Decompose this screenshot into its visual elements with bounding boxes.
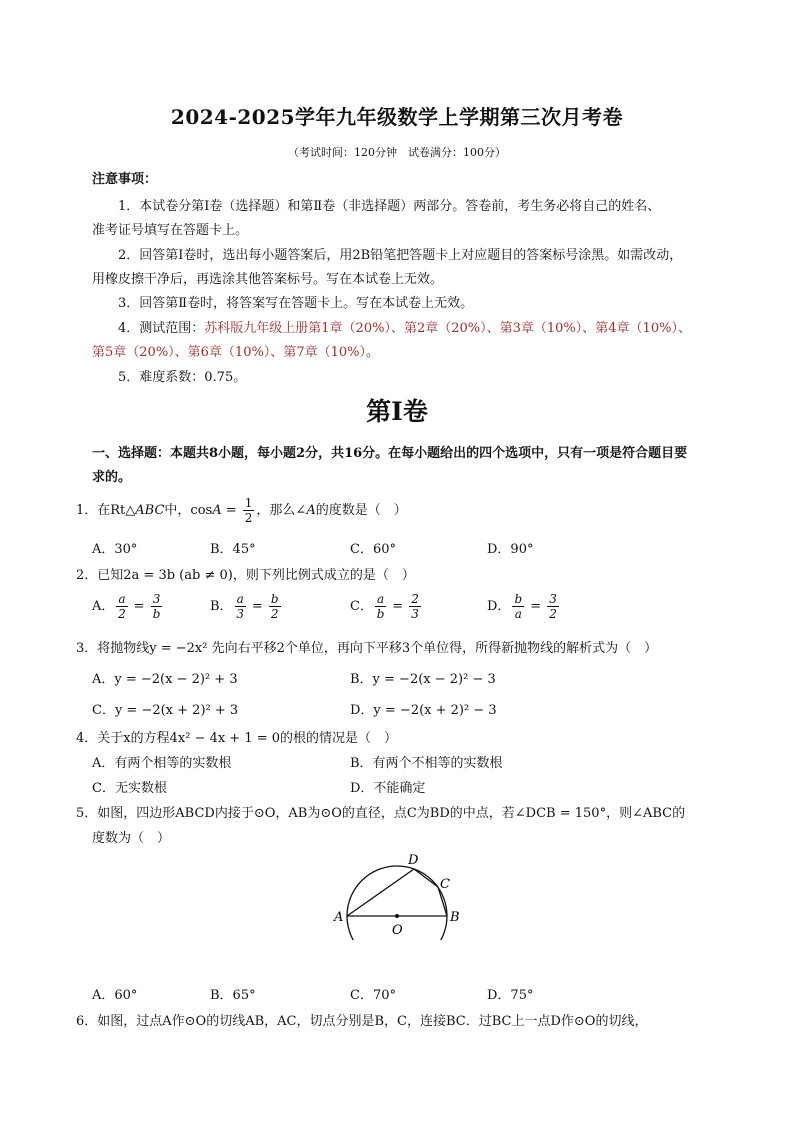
question-5-line-b: 度数为（ ） — [92, 831, 171, 846]
section-desc-b: 求的。 — [92, 470, 132, 485]
q3-option-c[interactable]: C．y = −2(x + 2)² + 3 — [92, 703, 239, 718]
q2-d-d1: a — [514, 607, 522, 621]
q4-option-d[interactable]: D．不能确定 — [350, 781, 426, 796]
q2-c-n2: 2 — [411, 592, 419, 606]
q2-b-label: B． — [210, 599, 233, 614]
q1-mid: 中，cos — [164, 503, 213, 518]
label-a: A — [334, 910, 344, 925]
exam-subtitle: （考试时间：120分钟 试卷满分：100分） — [288, 146, 506, 159]
q2-b-frac2 — [269, 593, 281, 620]
q5-option-c[interactable]: C．70° — [350, 988, 396, 1003]
q4-option-b[interactable]: B．有两个不相等的实数根 — [350, 756, 503, 771]
q2-c-frac2 — [409, 593, 421, 620]
q3-option-a[interactable]: A．y = −2(x − 2)² + 3 — [92, 672, 238, 687]
label-b: B — [450, 910, 460, 925]
center-dot — [395, 914, 399, 918]
q2-d-label: D． — [487, 599, 511, 614]
question-2: 2．已知2a = 3b (ab ≠ 0)，则下列比例式成立的是（ ） — [76, 568, 415, 583]
chord-ad — [347, 869, 414, 916]
note-4b — [92, 341, 379, 360]
q2-option-a[interactable] — [92, 593, 164, 620]
note-4-range-a: 苏科版九年级上册第1章（20%）、第2章（20%）、第3章（10%）、第4章（10%）、 — [204, 321, 691, 336]
q2-c-n1: a — [376, 592, 385, 606]
q1-option-c[interactable]: C．60° — [350, 542, 396, 557]
q1-fraction — [243, 497, 255, 524]
q3-option-d[interactable]: D．y = −2(x + 2)² − 3 — [350, 703, 497, 718]
chord-dc — [414, 869, 438, 887]
question-6: 6．如图，过点A作⊙O的切线AB，AC，切点分别是B，C，连接BC．过BC上一点D作⊙O的切线， — [76, 1014, 648, 1029]
note-4-prefix: 4．测试范围： — [118, 321, 205, 336]
q2-d-d2: 2 — [549, 607, 557, 621]
q2-d-n2: 3 — [549, 592, 557, 606]
q1-tri: ABC — [135, 503, 165, 518]
q2-b-eq: = — [247, 599, 267, 614]
q1-var2: A — [306, 503, 316, 518]
q5-circle-figure — [330, 850, 470, 940]
q2-b-d2: 2 — [270, 607, 279, 621]
q4-option-a[interactable]: A．有两个相等的实数根 — [92, 756, 232, 771]
q2-a-frac2 — [151, 593, 163, 620]
note-3: 3．回答第Ⅱ卷时，将答案写在答题卡上。写在本试卷上无效。 — [118, 296, 474, 311]
q2-c-frac1 — [375, 593, 386, 620]
note-1b: 准考证号填写在答题卡上。 — [92, 223, 249, 238]
label-o: O — [392, 923, 403, 938]
q1-option-b[interactable]: B．45° — [210, 542, 256, 557]
q2-a-n1: a — [118, 592, 126, 606]
note-2b: 用橡皮擦干净后，再选涂其他答案标号。写在本试卷上无效。 — [92, 272, 444, 287]
q3-option-b[interactable]: B．y = −2(x − 2)² − 3 — [350, 672, 496, 687]
label-d: D — [408, 853, 419, 868]
q2-a-d1: 2 — [118, 607, 126, 621]
note-5: 5．难度系数：0.75。 — [118, 370, 247, 385]
q2-a-frac1 — [116, 593, 127, 620]
q2-a-n2: 3 — [152, 592, 161, 606]
question-4: 4．关于x的方程4x² − 4x + 1 = 0的根的情况是（ ） — [76, 731, 398, 746]
question-3: 3．将抛物线y = −2x² 先向右平移2个单位，再向下平移3个单位得，所得新抛物线的解析式为（ ） — [76, 641, 658, 656]
q2-c-eq: = — [388, 599, 408, 614]
q1-num: 1 — [244, 496, 253, 510]
q2-d-frac1 — [512, 593, 524, 620]
q2-a-d2: b — [152, 607, 161, 621]
section-desc-a: 一、选择题：本题共8小题，每小题2分，共16分。在每小题给出的四个选项中，只有一项是符合题目要 — [92, 446, 688, 461]
q4-option-c[interactable]: C．无实数根 — [92, 781, 167, 796]
q5-option-b[interactable]: B．65° — [210, 988, 256, 1003]
note-1a: 1．本试卷分第Ⅰ卷（选择题）和第Ⅱ卷（非选择题）两部分。答卷前，考生务必将自己的姓名、 — [118, 199, 661, 214]
q2-b-frac1 — [235, 593, 246, 620]
q2-option-b[interactable] — [210, 593, 283, 620]
section-title: 第Ⅰ卷 — [366, 397, 428, 426]
q1-end: 的度数是（ ） — [315, 503, 407, 518]
q2-option-c[interactable] — [350, 593, 423, 620]
q2-c-d2: 3 — [411, 607, 419, 621]
q2-b-n1: a — [236, 592, 244, 606]
q5-option-d[interactable]: D．75° — [487, 988, 534, 1003]
note-4 — [118, 317, 691, 336]
q2-c-d1: b — [376, 607, 385, 621]
q2-d-eq: = — [526, 599, 546, 614]
q1-den: 2 — [244, 511, 253, 525]
q2-c-label: C． — [350, 599, 373, 614]
q1-pre: 1．在Rt△ — [76, 503, 136, 518]
notes-heading: 注意事项： — [92, 172, 158, 187]
q1-option-a[interactable]: A．30° — [92, 542, 138, 557]
question-5-line-a: 5．如图，四边形ABCD内接于⊙O，AB为⊙O的直径，点C为BD的中点，若∠DCB = 150°，则∠ABC的 — [76, 806, 686, 821]
note-4-end: 。 — [366, 345, 380, 360]
q2-d-n1: b — [514, 592, 523, 606]
exam-title: 2024-2025学年九年级数学上学期第三次月考卷 — [170, 105, 624, 129]
q2-b-d1: 3 — [236, 607, 244, 621]
q1-post: ，那么∠ — [256, 503, 307, 518]
q2-a-eq: = — [129, 599, 149, 614]
q1-option-d[interactable]: D．90° — [487, 542, 534, 557]
q2-option-d[interactable] — [487, 593, 561, 620]
q2-a-label: A． — [92, 599, 115, 614]
question-1 — [76, 497, 407, 524]
note-2a: 2．回答第Ⅰ卷时，选出每小题答案后，用2B铅笔把答题卡上对应题目的答案标号涂黑。如需改动， — [118, 248, 683, 263]
q2-d-frac2 — [547, 593, 559, 620]
note-4-range-b: 第5章（20%）、第6章（10%）、第7章（10%） — [92, 345, 366, 360]
q1-var: A — [212, 503, 222, 518]
q2-b-n2: b — [270, 592, 279, 606]
q1-eq: = — [221, 503, 241, 518]
q5-option-a[interactable]: A．60° — [92, 988, 138, 1003]
label-c: C — [440, 877, 450, 892]
